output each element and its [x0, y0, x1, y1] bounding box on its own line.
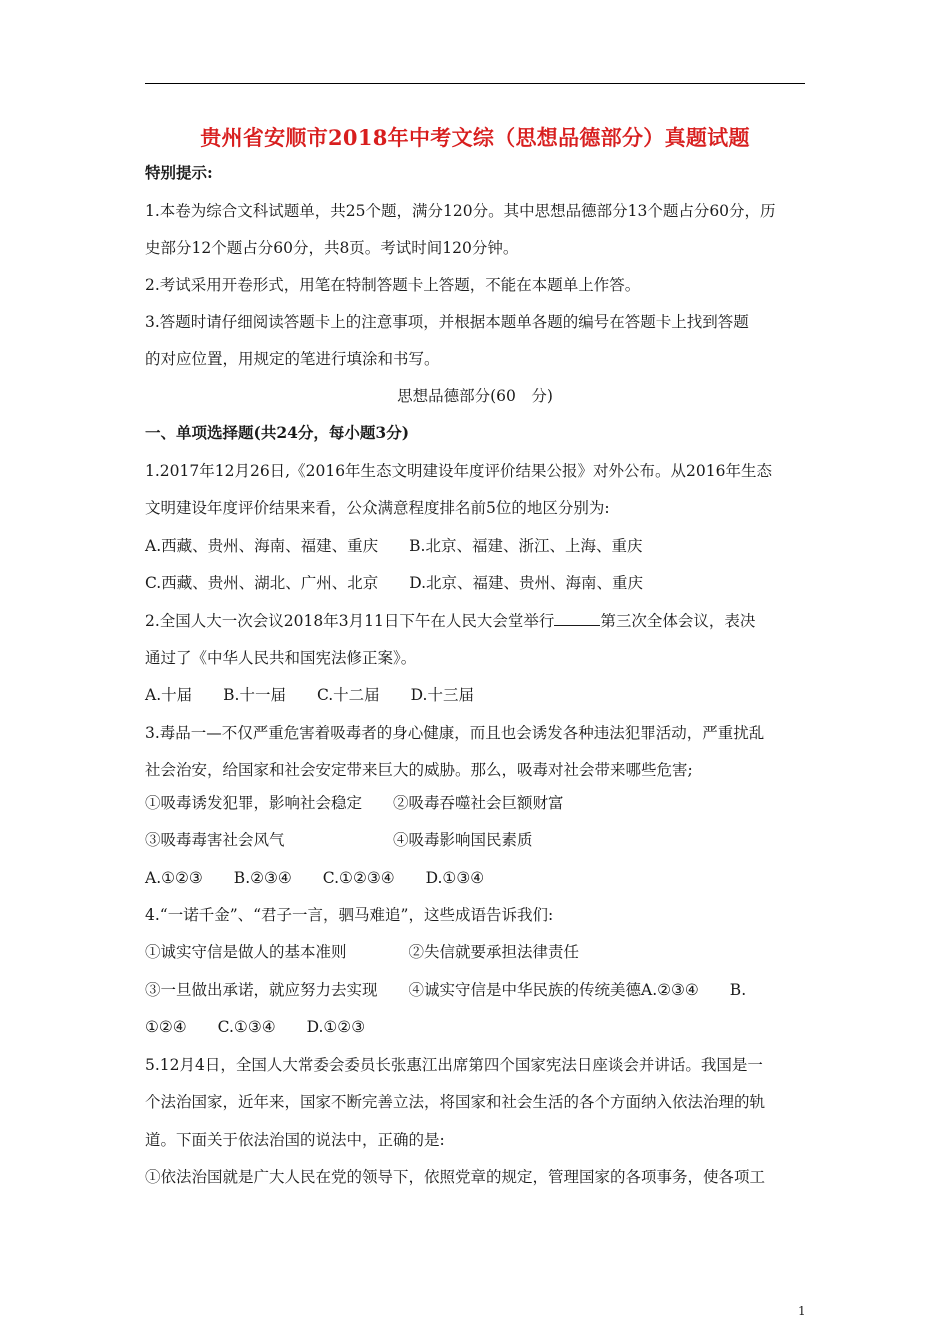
question-5-statements: ①依法治国就是广大人民在党的领导下，依照党章的规定，管理国家的各项事务，使各项工: [145, 1168, 766, 1186]
question-1-stem: 1.2017年12月26日,《2016年生态文明建设年度评价结果公报》对外公布。从2016年生态: [145, 462, 773, 480]
question-5-stem: 5.12月4日，全国人大常委会委员长张惠江出席第四个国家宪法日座谈会并讲话。我国是一: [145, 1056, 763, 1074]
notice-line: 1.本卷为综合文科试题单，共25个题，满分120分。其中思想品德部分13个题占分60分，历: [145, 202, 776, 220]
question-2-options: A.十届 B.十一届 C.十二届 D.十三届: [145, 686, 474, 704]
question-4-options: ①②④ C.①③④ D.①②③: [145, 1018, 366, 1036]
question-3-statements: ③吸毒毒害社会风气 ④吸毒影响国民素质: [145, 831, 533, 849]
question-4-stem: 4.“一诺千金”、“君子一言，驷马难追”，这些成语告诉我们:: [145, 906, 554, 924]
question-2-text: 2.全国人大一次会议2018年3月11日下午在人民大会堂举行: [145, 612, 555, 630]
notice-line: 的对应位置，用规定的笔进行填涂和书写。: [145, 350, 440, 368]
question-5-stem: 个法治国家，近年来，国家不断完善立法，将国家和社会生活的各个方面纳入依法治理的轨: [145, 1093, 766, 1111]
document-title: 贵州省安顺市2018年中考文综（思想品德部分）真题试题: [200, 125, 750, 150]
answer-blank: [554, 610, 600, 626]
question-2-text: 第三次全体会议，表决: [600, 612, 756, 630]
question-1-options: A.西藏、贵州、海南、福建、重庆 B.北京、福建、浙江、上海、重庆: [145, 537, 643, 555]
question-3-stem: 社会治安，给国家和社会安定带来巨大的威胁。那么，吸毒对社会带来哪些危害;: [145, 761, 693, 779]
question-4-statements: ③一旦做出承诺，就应努力去实现 ④诚实守信是中华民族的传统美德A.②③④ B.: [145, 981, 747, 999]
notice-line: 史部分12个题占分60分，共8页。考试时间120分钟。: [145, 239, 519, 257]
question-3-options: A.①②③ B.②③④ C.①②③④ D.①③④: [145, 869, 485, 887]
question-1-stem: 文明建设年度评价结果来看，公众满意程度排名前5位的地区分别为:: [145, 499, 610, 517]
page-number: 1: [798, 1304, 806, 1318]
notice-heading: 特别提示:: [145, 163, 213, 182]
question-2-stem: 通过了《中华人民共和国宪法修正案》。: [145, 649, 417, 667]
notice-line: 3.答题时请仔细阅读答题卡上的注意事项，并根据本题单各题的编号在答题卡上找到答题: [145, 313, 749, 331]
question-1-options: C.西藏、贵州、湖北、广州、北京 D.北京、福建、贵州、海南、重庆: [145, 574, 644, 592]
question-4-statements: ①诚实守信是做人的基本准则 ②失信就要承担法律责任: [145, 943, 580, 961]
question-3-statements: ①吸毒诱发犯罪，影响社会稳定 ②吸毒吞噬社会巨额财富: [145, 794, 564, 812]
part-heading: 一、单项选择题(共24分，每小题3分): [145, 423, 410, 442]
notice-line: 2.考试采用开卷形式，用笔在特制答题卡上答题，不能在本题单上作答。: [145, 276, 641, 294]
header-rule: [145, 83, 805, 84]
question-3-stem: 3.毒品一—不仅严重危害着吸毒者的身心健康，而且也会诱发各种违法犯罪活动，严重扰乱: [145, 724, 765, 742]
question-5-stem: 道。下面关于依法治国的说法中，正确的是:: [145, 1131, 445, 1149]
question-2-stem: [145, 610, 755, 631]
section-title: 思想品德部分(60 分): [397, 387, 553, 405]
